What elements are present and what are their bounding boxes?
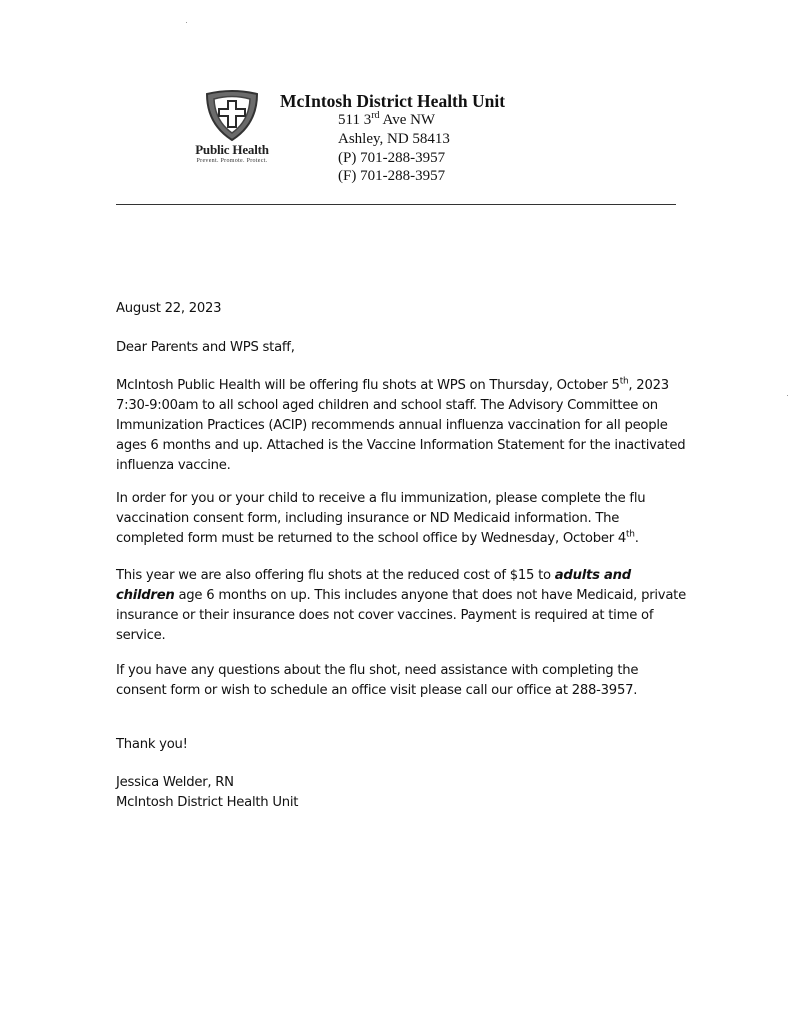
logo-wordmark: Public Health [195,142,269,157]
phone-number: (P) 701-288-3957 [338,150,446,166]
scan-speck [186,22,187,23]
organization-name: McIntosh District Health Unit [280,91,506,111]
paragraph-questions: If you have any questions about the flu shot, need assistance with completing the consent form or wish to schedule an office visit please call our office at 288-3957. [116,663,639,698]
address-street-number: 511 3 [338,112,372,128]
letter-date: August 22, 2023 [116,301,222,316]
scan-speck [787,395,788,396]
address-ordinal-suffix: rd [371,110,380,121]
paragraph-reduced-cost: This year we are also offering flu shots at the reduced cost of $15 to adults and children age 6 months on up. This includes anyone that does not have Medicaid, private insurance or their insurance does not cover vaccines. Payment is required at time of service. [116,568,686,643]
letter-salutation: Dear Parents and WPS staff, [116,340,295,355]
paragraph-consent-form: In order for you or your child to receive a flu immunization, please complete the flu vaccination consent form, including insurance or ND Medicaid information. The completed form must be returned to the school office by Wednesday, October 4th. [116,491,646,546]
signer-name: Jessica Welder, RN [116,775,234,790]
logo-tagline: Prevent. Promote. Protect. [196,158,268,164]
public-health-logo [186,88,278,168]
signer-organization: McIntosh District Health Unit [116,795,299,810]
emphasis-adults-children: adults and children [116,568,632,603]
fax-number: (F) 701-288-3957 [338,168,446,184]
header-divider [116,204,676,205]
shield-cross-icon [203,88,261,142]
letter-closing: Thank you! [116,737,188,752]
paragraph-flu-clinic: McIntosh Public Health will be offering flu shots at WPS on Thursday, October 5th, 2023 7:30-9:00am to all school aged children and school staff. The Advisory Committee on Immunization Practices (ACIP) recommends annual influenza vaccination for all people ages 6 months and up. Attached is the Vaccine Information Statement for the inactivated influenza vaccine. [116,376,686,473]
address-city: Ashley, ND 58413 [338,131,450,147]
address-street [338,111,435,129]
address-street-name: Ave NW [379,112,436,128]
